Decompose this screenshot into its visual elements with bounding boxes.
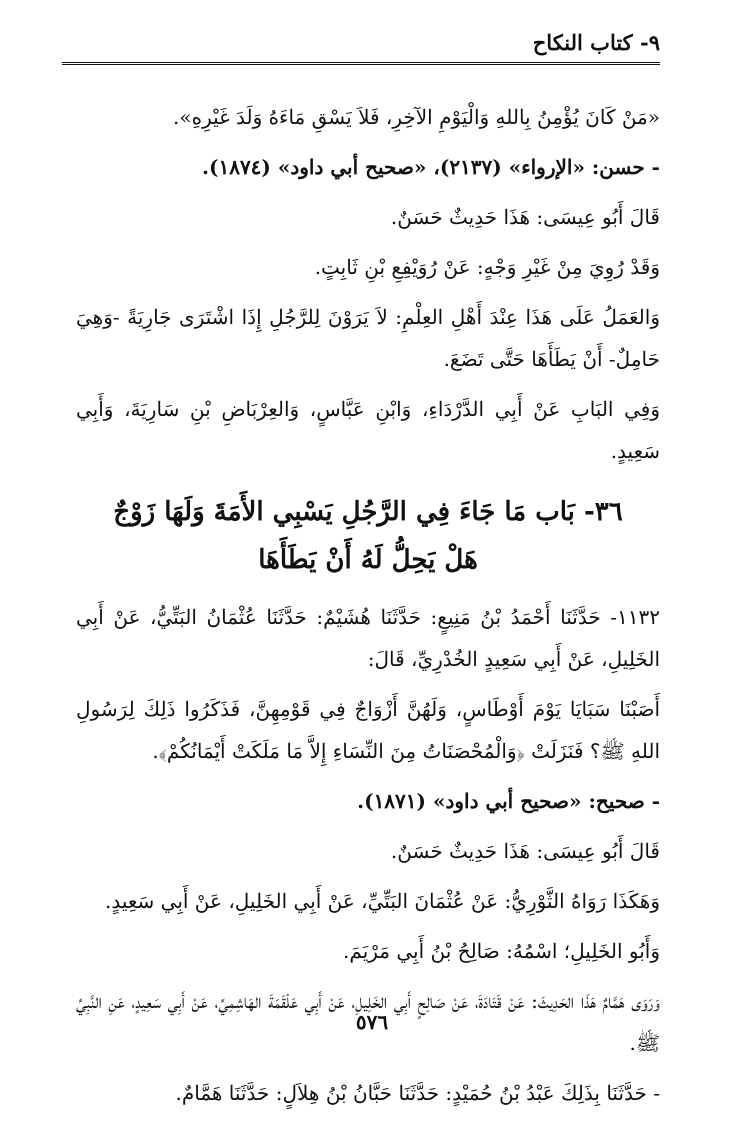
tirmidhi-comment: قَالَ أَبُو عِيسَى: هَذَا حَدِيثٌ حَسَنٌ. <box>390 205 660 229</box>
chain-note: - حَدَّثَنَا بِذَلِكَ عَبْدُ بْنُ حُمَيْدٍ: حَدَّثَنَا حَبَّانُ بْنُ هِلاَلٍ: حَدَّثَنَا هَمَّامٌ. <box>175 1081 660 1105</box>
grading-note: - صحيح: «صحيح أبي داود» (١٨٧١). <box>357 789 660 813</box>
tirmidhi-comment: قَالَ أَبُو عِيسَى: هَذَا حَدِيثٌ حَسَنٌ. <box>390 839 660 863</box>
narrator-name-note: وَأَبُو الخَلِيلِ؛ اسْمُهُ: صَالِحُ بْنُ أَبِي مَرْيَمَ. <box>343 939 660 963</box>
hadith-isnad: ١١٣٢- حَدَّثَنَا أَحْمَدُ بْنُ مَنِيعٍ: حَدَّثَنَا هُشَيْمٌ: حَدَّثَنَا عُثْمَانُ البَتِّيُّ، عَنْ أَبِي الخَلِيلِ، عَنْ أَبِي سَعِيدٍ الخُدْرِيِّ، قَالَ: <box>76 605 660 671</box>
scholars-practice-note: وَالعَمَلُ عَلَى هَذَا عِنْدَ أَهْلِ العِلْمِ: لاَ يَرَوْنَ لِلرَّجُلِ إِذَا اشْتَرَى جَارِيَةً -وَهِيَ حَامِلٌ- أَنْ يَطَأَهَا حَتَّى تَضَعَ. <box>76 305 660 371</box>
other-narrations-note: وَقَدْ رُوِيَ مِنْ غَيْرِ وَجْهٍ: عَنْ رُوَيْفِعِ بْنِ ثَابِتٍ. <box>314 255 660 279</box>
thawri-narration-note: وَهَكَذَا رَوَاهُ الثَّوْرِيُّ: عَنْ عُثْمَانَ البَتِّيِّ، عَنْ أَبِي الخَلِيلِ، عَنْ أَبِي سَعِيدٍ. <box>105 889 660 913</box>
hadith-quote-end: «مَنْ كَانَ يُؤْمِنُ بِاللهِ وَالْيَوْمِ الآخِرِ، فَلاَ يَسْقِ مَاءَهُ وَلَدَ غَيْرِهِ». <box>173 105 660 129</box>
page-body <box>76 96 660 1122</box>
hammam-narration-note: وَرَوَى هَمَّامٌ هَذَا الحَدِيثَ: عَنْ قَتَادَةَ، عَنْ صَالِحٍ أَبِي الخَلِيلِ، عَنْ أَبِي عَلْقَمَةَ الهَاشِمِيِّ، عَنْ أَبِي سَعِيدٍ، عَنِ النَّبِيِّ ﷺ. <box>76 989 660 1055</box>
running-header-title: ٩- كتاب النكاح <box>532 30 660 55</box>
chapter-heading-line-1: ٣٦- بَاب مَا جَاءَ فِي الرَّجُلِ يَسْبِي الأَمَةَ وَلَهَا زَوْجٌ <box>113 497 623 527</box>
page-number: ٥٧٦ <box>355 1010 389 1034</box>
chapter-heading-line-2: هَلْ يَحِلُّ لَهُ أَنْ يَطَأَهَا <box>258 545 478 575</box>
chapter-references: وَفِي البَابِ عَنْ أَبِي الدَّرْدَاءِ، وَابْنِ عَبَّاسٍ، وَالعِرْبَاضِ بْنِ سَارِيَةَ، وَأَبِي سَعِيدٍ. <box>76 397 660 463</box>
chapter-heading <box>76 488 660 584</box>
header-rule <box>62 62 660 65</box>
grading-note: - حسن: «الإرواء» (٢١٣٧)، «صحيح أبي داود» (١٨٧٤). <box>202 155 660 179</box>
hadith-text: أَصَبْنَا سَبَايَا يَوْمَ أَوْطَاسٍ، وَلَهُنَّ أَزْوَاجٌ فِي قَوْمِهِنَّ، فَذَكَرُوا ذَلِكَ لِرَسُولِ اللهِ ﷺ؟ فَنَزَلَتْ ﴿وَالْمُحْصَنَاتُ مِنَ النِّسَاءِ إِلاَّ مَا مَلَكَتْ أَيْمَانُكُمْ﴾. <box>76 697 660 763</box>
